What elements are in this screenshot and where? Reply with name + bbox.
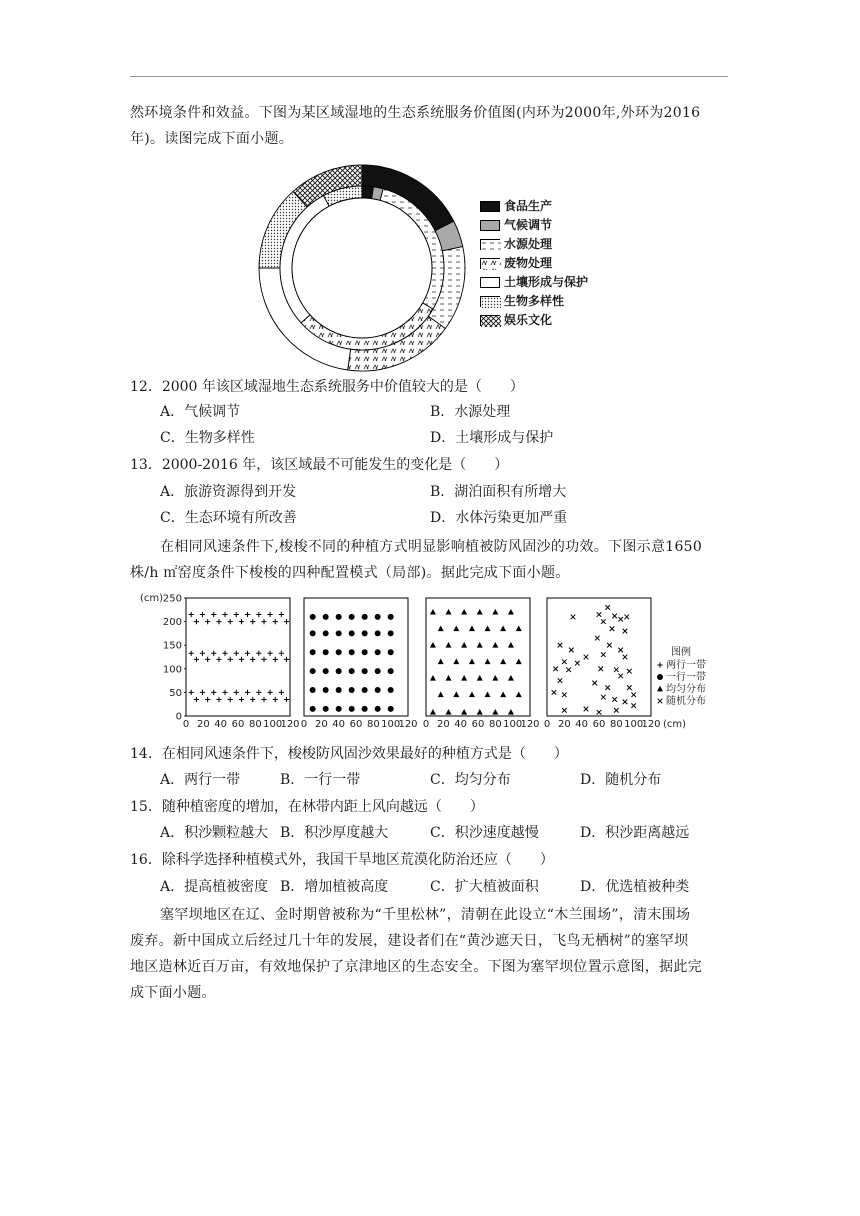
- intro3-line-4: 成下面小题。: [130, 985, 216, 1001]
- x-tick-label: 100: [381, 719, 401, 730]
- q16-option-b[interactable]: B．增加植被高度: [280, 879, 389, 895]
- y-tick-label: 200: [162, 617, 182, 629]
- mark-one-row: [310, 687, 316, 693]
- legend-soil-swatch: [480, 277, 500, 288]
- mark-one-row: [310, 706, 316, 712]
- x-tick-label: 20: [196, 719, 210, 730]
- mark-one-row: [388, 706, 394, 712]
- y-tick-label: 150: [162, 640, 182, 652]
- legend-water-swatch: [480, 239, 500, 250]
- panel-3-frame: [426, 598, 530, 716]
- q12-option-a[interactable]: A．气候调节: [160, 404, 241, 420]
- x-axis-unit: (cm): [663, 719, 687, 730]
- donut-hole: [292, 198, 432, 338]
- x-tick-label: 100: [503, 719, 523, 730]
- legend-water: [480, 236, 552, 252]
- mark-one-row: [349, 687, 355, 693]
- legend-waste-label: 废物处理: [504, 256, 553, 270]
- intro3-line-2: 废弃。新中国成立后经过几十年的发展，建设者们在“黄沙遮天日，飞鸟无栖树”的塞罕坝: [130, 933, 689, 949]
- y-axis-unit: (cm): [140, 593, 164, 604]
- intro-line-1: 然环境条件和效益。下图为某区域湿地的生态系统服务价值图(内环为2000年,外环为2016: [130, 105, 701, 121]
- mark-one-row: [349, 649, 355, 655]
- mark-one-row: [323, 614, 329, 620]
- legend-recreation-label: 娱乐文化: [504, 313, 553, 327]
- mark-one-row: [349, 614, 355, 620]
- mark-one-row: [388, 668, 394, 674]
- mark-one-row: [323, 668, 329, 674]
- legend-water-label: 水源处理: [504, 237, 553, 251]
- q16-option-a[interactable]: A．提高植被密度: [160, 879, 269, 895]
- question-15-stem: 15．随种植密度的增加，在林带内距上风向越远（ ）: [130, 799, 484, 815]
- x-tick-label: 0: [182, 719, 190, 730]
- legend-waste: [480, 255, 552, 271]
- mark-one-row: [323, 630, 329, 636]
- q12-option-d[interactable]: D．土壤形成与保护: [430, 430, 554, 446]
- q12-option-b[interactable]: B．水源处理: [430, 404, 511, 420]
- mark-one-row: [336, 706, 342, 712]
- intro3-line-1: 塞罕坝地区在辽、金时期曾被称为“千里松林”，清朝在此设立“木兰围场”，清末围场: [160, 907, 691, 923]
- mark-one-row: [388, 687, 394, 693]
- intro3-line-3: 地区造林近百万亩，有效地保护了京津地区的生态安全。下图为塞罕坝位置示意图，据此完: [130, 959, 702, 975]
- mark-one-row: [362, 630, 368, 636]
- x-tick-label: 120: [280, 719, 300, 730]
- intro-line-2: 年)。读图完成下面小题。: [130, 131, 294, 147]
- mark-one-row: [310, 614, 316, 620]
- q14-option-c[interactable]: C．均匀分布: [430, 772, 511, 788]
- x-tick-label: 20: [436, 719, 450, 730]
- mark-one-row: [362, 687, 368, 693]
- scatter-legend-label-1: 两行一带: [666, 660, 706, 671]
- mark-one-row: [349, 668, 355, 674]
- mark-one-row: [362, 706, 368, 712]
- mark-one-row: [375, 687, 381, 693]
- q15-option-b[interactable]: B．积沙厚度越大: [280, 825, 389, 841]
- legend-symbol-2: [657, 674, 663, 680]
- x-tick-label: 100: [263, 719, 283, 730]
- mark-one-row: [375, 649, 381, 655]
- x-tick-label: 120: [520, 719, 540, 730]
- mark-one-row: [310, 668, 316, 674]
- wetland-donut-chart: [255, 163, 470, 373]
- legend-recreation-swatch: [480, 315, 500, 326]
- mark-one-row: [323, 649, 329, 655]
- x-tick-label: 80: [609, 719, 623, 730]
- mark-one-row: [323, 706, 329, 712]
- mark-one-row: [375, 630, 381, 636]
- mark-one-row: [362, 668, 368, 674]
- legend-biodiversity-label: 生物多样性: [504, 294, 565, 308]
- mark-one-row: [310, 649, 316, 655]
- question-16-stem: 16．除科学选择种植模式外，我国干旱地区荒漠化防治还应（ ）: [130, 852, 554, 868]
- mark-one-row: [336, 687, 342, 693]
- mark-one-row: [362, 614, 368, 620]
- x-tick-label: 60: [231, 719, 245, 730]
- x-tick-label: 40: [332, 719, 346, 730]
- x-tick-label: 100: [624, 719, 644, 730]
- x-tick-label: 40: [214, 719, 228, 730]
- q16-option-d[interactable]: D．优选植被种类: [580, 879, 690, 895]
- legend-symbol-4: [658, 699, 663, 704]
- legend-climate-label: 气候调节: [504, 218, 553, 232]
- legend-climate-swatch: [480, 220, 500, 231]
- question-12-stem: 12．2000 年该区域湿地生态系统服务中价值较大的是（ ）: [130, 379, 524, 395]
- x-tick-label: 0: [300, 719, 308, 730]
- q15-option-a[interactable]: A．积沙颗粒越大: [160, 825, 269, 841]
- q14-option-a[interactable]: A．两行一带: [160, 772, 241, 788]
- question-14-stem: 14．在相同风速条件下，梭梭防风固沙效果最好的种植方式是（ ）: [130, 746, 568, 762]
- mark-one-row: [388, 614, 394, 620]
- mark-one-row: [375, 614, 381, 620]
- scatter-legend-label-4: 随机分布: [666, 696, 706, 707]
- mark-one-row: [336, 649, 342, 655]
- x-tick-label: 60: [471, 719, 485, 730]
- q13-option-c[interactable]: C．生态环境有所改善: [160, 510, 297, 526]
- mark-one-row: [323, 687, 329, 693]
- mark-one-row: [375, 706, 381, 712]
- legend-food-label: 食品生产: [504, 199, 553, 213]
- scatter-legend-label-2: 一行一带: [666, 672, 706, 683]
- q13-option-b[interactable]: B．湖泊面积有所增大: [430, 484, 567, 500]
- mark-one-row: [310, 630, 316, 636]
- x-tick-label: 20: [314, 719, 328, 730]
- scatter-legend-title: 图例: [671, 647, 691, 658]
- mark-one-row: [336, 614, 342, 620]
- mark-one-row: [336, 630, 342, 636]
- mark-one-row: [336, 668, 342, 674]
- q14-option-b[interactable]: B．一行一带: [280, 772, 361, 788]
- x-tick-label: 0: [422, 719, 430, 730]
- x-tick-label: 0: [543, 719, 551, 730]
- legend-biodiversity: [480, 293, 564, 309]
- legend-climate: [480, 217, 552, 233]
- x-tick-label: 80: [248, 719, 262, 730]
- intro2-line-2: 株/h ㎡窑度条件下梭梭的四种配置模式（局部)。据此完成下面小题。: [130, 565, 570, 581]
- x-tick-label: 60: [592, 719, 606, 730]
- q13-option-d[interactable]: D．水体污染更加严重: [430, 510, 568, 526]
- question-13-stem: 13．2000-2016 年，该区域最不可能发生的变化是（ ）: [130, 457, 509, 473]
- q15-option-d[interactable]: D．积沙距离越远: [580, 825, 690, 841]
- mark-one-row: [349, 706, 355, 712]
- panel-1-frame: [186, 598, 290, 716]
- q16-option-c[interactable]: C．扩大植被面积: [430, 879, 539, 895]
- mark-one-row: [375, 668, 381, 674]
- mark-one-row: [388, 630, 394, 636]
- x-tick-label: 120: [641, 719, 661, 730]
- x-tick-label: 120: [398, 719, 418, 730]
- x-tick-label: 80: [488, 719, 502, 730]
- legend-symbol-3: [657, 686, 663, 692]
- y-tick-label: 250: [162, 593, 182, 605]
- mark-one-row: [388, 649, 394, 655]
- scatter-legend-label-3: 均匀分布: [666, 684, 706, 695]
- x-tick-label: 40: [454, 719, 468, 730]
- legend-waste-swatch: [480, 258, 500, 269]
- planting-pattern-chart: [140, 592, 706, 737]
- legend-recreation: [480, 312, 552, 328]
- legend-soil-label: 土壤形成与保护: [504, 275, 589, 289]
- legend-food: [480, 198, 552, 214]
- y-tick-label: 0: [175, 711, 182, 723]
- legend-symbol-1: [657, 662, 662, 667]
- q13-option-a[interactable]: A．旅游资源得到开发: [160, 484, 297, 500]
- q12-option-c[interactable]: C．生物多样性: [160, 430, 255, 446]
- q14-option-d[interactable]: D．随机分布: [580, 772, 662, 788]
- header-rule: [130, 76, 728, 77]
- intro2-line-1: 在相同风速条件下,梭梭不同的种植方式明显影响植被防风固沙的功效。下图示意1650: [160, 539, 703, 555]
- y-tick-label: 50: [169, 687, 182, 699]
- legend-biodiversity-swatch: [480, 296, 500, 307]
- x-tick-label: 40: [575, 719, 589, 730]
- y-tick-label: 100: [162, 664, 182, 676]
- x-tick-label: 80: [366, 719, 380, 730]
- x-tick-label: 60: [349, 719, 363, 730]
- q15-option-c[interactable]: C．积沙速度越慢: [430, 825, 539, 841]
- mark-one-row: [362, 649, 368, 655]
- panel-4-frame: [547, 598, 651, 716]
- mark-one-row: [349, 630, 355, 636]
- legend-food-swatch: [480, 201, 500, 212]
- legend-soil: [480, 274, 588, 290]
- x-tick-label: 20: [557, 719, 571, 730]
